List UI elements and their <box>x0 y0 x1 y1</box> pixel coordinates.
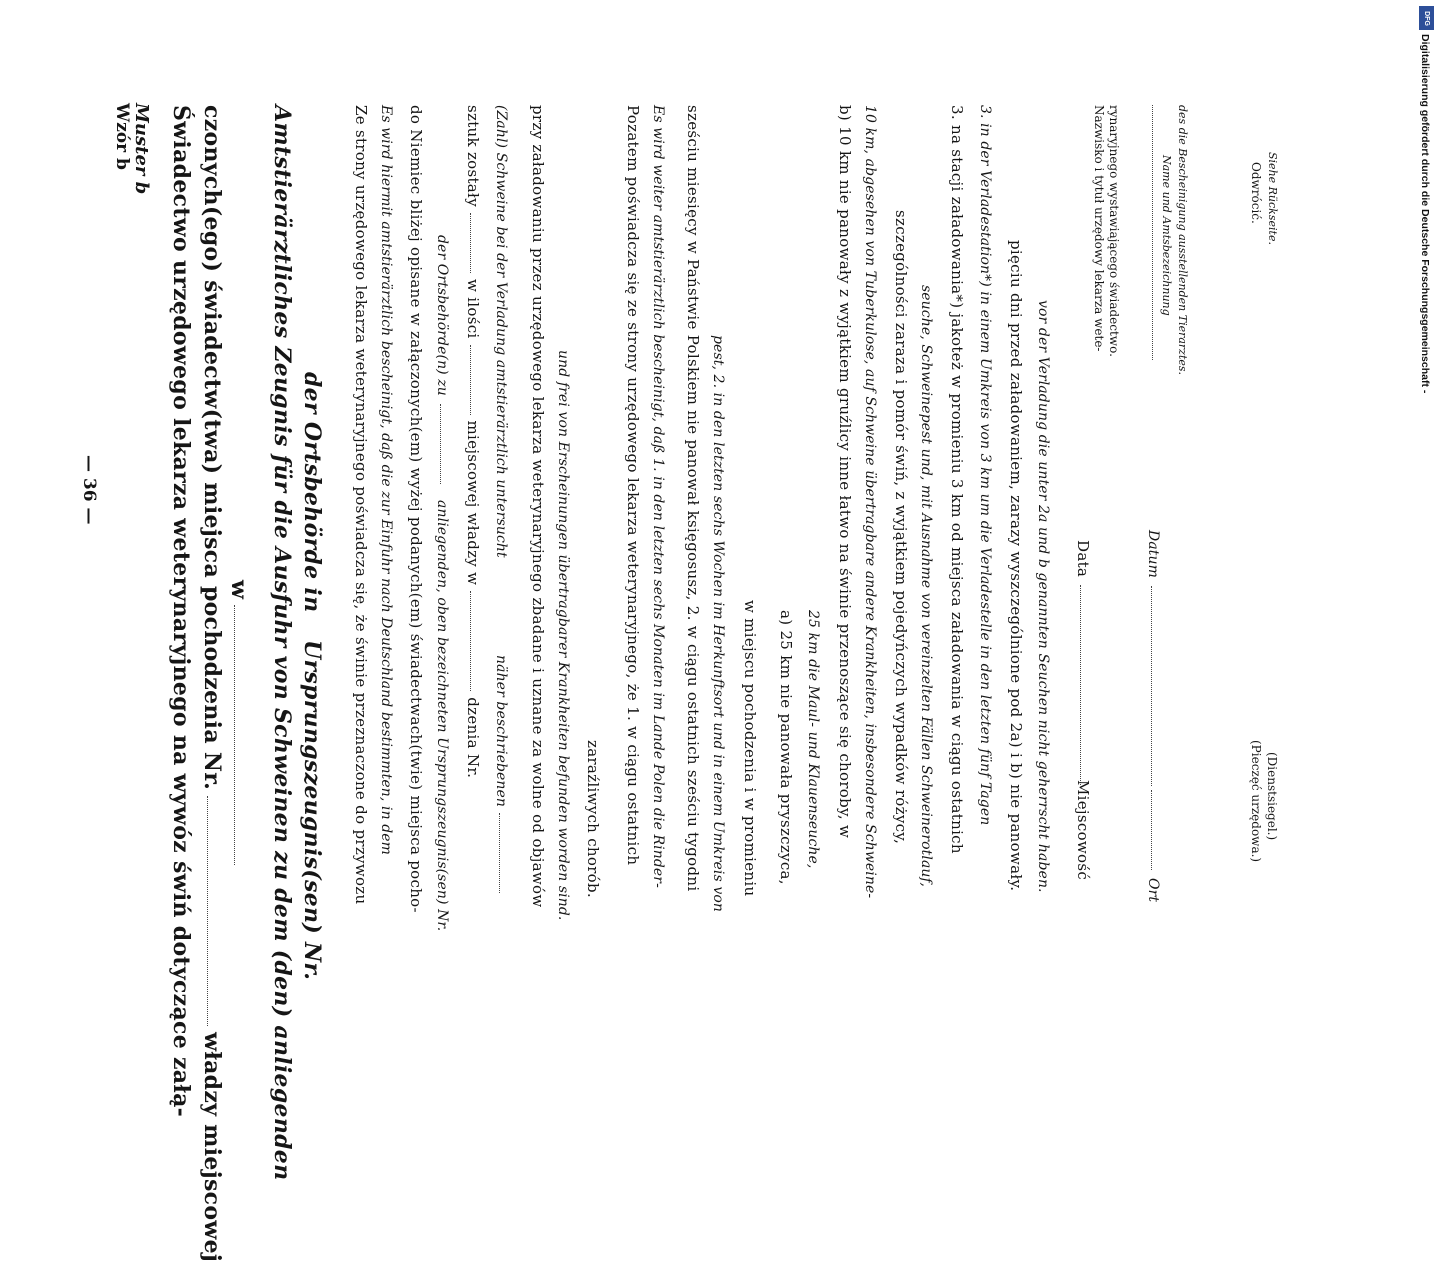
para1-line6: (Zahl) Schweine bei der Verladung amtstierärztlich untersucht <box>493 105 509 558</box>
item-a-line2: 25 km die Maul- und Klauenseuche, <box>805 610 821 869</box>
page-number: — 36 — <box>79 455 99 525</box>
item-3-line3: pięciu dni przed załadowaniem, zarazy wyszczególnione pod 2a) i b) nie panowały. <box>1007 240 1025 892</box>
item-3-line4: vor der Verladung die unter 2a und b genannten Seuchen nicht geherrscht haben. <box>1035 300 1051 893</box>
title-pl-line1: Świadectwo urzędowego lekarza weterynaryjnego na wywóz świń dotyczące załą- <box>168 105 194 1118</box>
muster-label: Muster b <box>131 103 152 195</box>
name-de-line2: des die Bescheinigung ausstellenden Tierarztes. <box>1176 105 1189 376</box>
title-de-line2 <box>301 372 323 612</box>
title-de-line2b: der Ortsbehörde in <box>299 372 325 613</box>
stamp-pl: (Pieczęć urzędowa.) <box>1249 740 1263 863</box>
title-pl-line2a: czonych(ego) świadectw(twa) miejsca pochodzenia Nr. <box>199 105 225 791</box>
para2-line1: Pozatem poświadcza się ze strony urzędowego lekarza weterynaryjnego, że 1. w ciągu ostatnich <box>624 105 642 866</box>
para1-line4 <box>435 235 449 492</box>
para1-line2: Es wird hiermit amtstierärztlich bescheinigt, daß die zur Einfuhr nach Deutschland bestimmten, in dem <box>378 105 394 856</box>
para2-line5: w miejscu pochodzenia i w promieniu <box>741 600 759 897</box>
title-pl-line2 <box>201 105 223 1262</box>
item-b-line2: 10 km, abgesehen von Tuberkulose, auf Schweine übertragbare andere Krankheiten, insbesondere Schweine- <box>862 105 878 899</box>
datum-field: Datum <box>1146 530 1160 786</box>
title-pl-line3: w <box>228 580 250 865</box>
para1-line5: sztuk zostaływ ilościmiejscowej władzy wdzenia Nr. <box>464 105 482 779</box>
signature-line <box>1152 105 1153 360</box>
para1-line1: Ze strony urzędowego lekarza weterynaryjnego poświadcza się, że świnie przeznaczone do przywozu <box>352 105 370 905</box>
name-de-line1: Name und Amtsbezeichnung <box>1160 155 1173 316</box>
para2-line3: sześciu miesięcy w Państwie Polskiem nie panował księgosusz, 2. w ciągu ostatnich sześciu tygodni <box>684 105 702 892</box>
item-a-line1: a) 25 km nie panowała pryszczyca, <box>777 610 795 885</box>
item-3-line1: 3. na stacji załadowania*) jakoteż w promieniu 3 km od miejsca załadowania w ciągu ostatnich <box>948 105 966 854</box>
para1-line4b: der Ortsbehörde(n) zu <box>434 235 450 396</box>
item-b-line1: b) 10 km nie panowały z wyjątkiem gruźlicy inne łatwo na świnie przenoszące się choroby, w <box>836 105 854 839</box>
odwrocic-label: Odwrócić. <box>1249 162 1263 224</box>
item-b-line4: seuche, Schweinepest und, mit Ausnahme von vereinzelten Fällen Schweinerotlauf, <box>918 285 934 887</box>
para1-line6a-wrap: näher beschriebenen <box>494 655 508 893</box>
data-pl-field: Data <box>1075 540 1090 785</box>
dfg-logo-icon: DFG <box>1419 6 1434 30</box>
miejscowosc-field: Miejscowość <box>1074 780 1092 881</box>
siehe-rueckseite-label: Siehe Rückseite. <box>1266 152 1279 245</box>
watermark-text: Digitalisierung gefördert durch die Deutsche Forschungsgemeinschaft - <box>1419 34 1431 394</box>
item-b-line3: szczególności zaraza i pomór świń, z wyjątkiem pojedyńczych wypadków różycy, <box>892 210 910 845</box>
title-pl-line2b: władzy miejscowej <box>199 1032 225 1262</box>
title-de-line1: Amtstierärztliches Zeugnis für die Ausfuhr von Schweinen zu dem (den) anliegenden <box>269 105 295 1181</box>
wzor-label: Wzór b <box>112 103 132 170</box>
item-3-line2: 3. in der Verladestation*) in einem Umkreis von 3 km um die Verladestelle in den letzten fünf Tagen <box>977 105 993 826</box>
stamp-de: (Dienstsiegel.) <box>1265 752 1279 841</box>
para1-line9: zaraźliwych chorób. <box>584 740 602 898</box>
para1-line4a-wrap <box>435 500 449 931</box>
para2-line4: pest, 2. in den letzten sechs Wochen im Herkunftsort und in einem Umkreis von <box>710 335 726 912</box>
para2-line2: Es wird weiter amtstierärztlich bescheinigt, daß 1. in den letzten sechs Monaten im Lande Polen die Rinder- <box>650 105 666 888</box>
para1-line4a: anliegenden, oben bezeichneten Ursprungszeugnis(sen) Nr. <box>434 500 450 932</box>
ort-field: Ort <box>1146 790 1160 902</box>
nazwisko-line2: rynaryjnego wystawiającego świadectwo. <box>1107 105 1121 357</box>
title-de-line2a: Ursprungszeugnis(sen) Nr. <box>299 640 325 981</box>
para1-line3: do Niemiec bliżej opisane w załączonych(em) wyżej podanych(em) świadectwach(twie) miejsca pocho- <box>407 105 425 913</box>
para1-line7: przy załadowaniu przez urzędowego lekarza weterynaryjnego zbadane i uznane za wolne od objawów <box>529 105 547 908</box>
para1-line8: und frei von Erscheinungen übertragbarer Krankheiten befunden worden sind. <box>555 350 571 921</box>
title-de-line2a-wrap <box>301 640 323 980</box>
nazwisko-line1: Nazwisko i tytuł urzędowy lekarza wete- <box>1092 105 1106 352</box>
